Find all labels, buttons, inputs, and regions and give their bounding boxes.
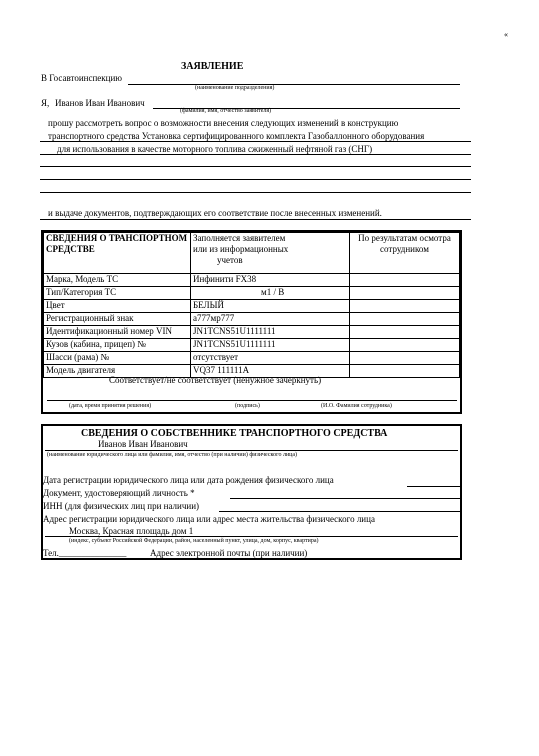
issue-docs-text: и выдаче документов, подтверждающих его соответствие после внесенных изменений.: [48, 208, 382, 218]
row-value: JN1TCNS51U1111111: [191, 326, 350, 339]
inn-label: ИНН (для физических лиц при наличии): [43, 501, 200, 511]
row-inspection: [350, 313, 460, 326]
applicant-caption: (фамилия, имя, отчество заявителя): [180, 108, 272, 114]
corner-mark: «: [504, 30, 508, 39]
request-line-2: транспортного средства Установка сертифицированного комплекта Газобаллонного оборудования: [48, 131, 425, 141]
table-row: [44, 300, 460, 313]
row-inspection: [350, 352, 460, 365]
owner-name-line: [45, 450, 458, 451]
to-prefix: В Госавтоинспекцию: [41, 73, 122, 83]
owner-name: Иванов Иван Иванович: [98, 439, 188, 449]
address-value: Москва, Красная площадь дом 1: [69, 526, 194, 536]
request-line-1: прошу рассмотреть вопрос о возможности внесения следующих изменений в конструкцию: [48, 118, 399, 128]
header-col2-line3: учетов: [217, 255, 243, 265]
table-header-row: [44, 233, 460, 274]
owner-info-section: [41, 424, 462, 560]
reg-date-field: [407, 486, 461, 487]
reg-date-label: Дата регистрации юридического лица или дата рождения физического лица: [43, 475, 334, 485]
row-label: Тип/Категория ТС: [44, 287, 191, 300]
to-line: [128, 84, 460, 85]
table-row: [44, 326, 460, 339]
rule-5: [40, 192, 471, 193]
header-col1-line1: СВЕДЕНИЯ О ТРАНСПОРТНОМ: [46, 233, 188, 243]
row-inspection: [350, 339, 460, 352]
page-title: ЗАЯВЛЕНИЕ: [181, 61, 244, 72]
table-row: [44, 274, 460, 287]
signature-line: [47, 400, 457, 401]
row-value: м1 / В: [191, 287, 350, 300]
table-row: [44, 339, 460, 352]
row-label: Марка, Модель ТС: [44, 274, 191, 287]
row-value: Инфинити FX38: [191, 274, 350, 287]
rule-1: [40, 141, 471, 142]
owner-section-title: СВЕДЕНИЯ О СОБСТВЕННИКЕ ТРАНСПОРТНОГО СРЕДСТВА: [81, 428, 388, 439]
address-caption: (индекс, субъект Российской Федерации, район, населенный пункт, улица, дом, корпус, квартира): [69, 538, 319, 544]
header-col2-line2: или из информационных: [193, 244, 289, 254]
address-line: [45, 536, 458, 537]
rule-4: [40, 179, 471, 180]
address-label: Адрес регистрации юридического лица или адрес места жительства физического лица: [43, 514, 375, 524]
phone-label: Тел._______________: [43, 548, 127, 558]
row-label: Цвет: [44, 300, 191, 313]
row-inspection: [350, 326, 460, 339]
row-label: Шасси (рама) №: [44, 352, 191, 365]
applicant-name: Иванов Иван Иванович: [55, 98, 145, 108]
rule-6: [40, 219, 471, 220]
to-caption: (наименование подразделения): [195, 85, 275, 91]
applicant-prefix: Я,: [41, 98, 50, 108]
sign-caption-signature: (подпись): [235, 403, 260, 409]
row-label: Кузов (кабина, прицеп) №: [44, 339, 191, 352]
email-label: Адрес электронной почты (при наличии): [150, 548, 308, 558]
request-line-3: для использования в качестве моторного топлива сжиженный нефтяной газ (СНГ): [57, 144, 373, 154]
table-row: [44, 287, 460, 300]
table-row: [44, 313, 460, 326]
row-value: а777мр777: [191, 313, 350, 326]
owner-caption: (наименование юридического лица или фамилия, имя, отчество (при наличии) физического лица): [47, 452, 298, 458]
inn-field: [219, 511, 461, 512]
conformity-text: Соответствует/не соответствует (ненужное зачеркнуть): [109, 375, 322, 385]
row-value: отсутствует: [191, 352, 350, 365]
row-value: JN1TCNS51U1111111: [191, 339, 350, 352]
vehicle-info-table: [41, 230, 462, 414]
row-value: VQ37 111111А: [191, 365, 350, 378]
sign-caption-officer: (И.О. Фамилия сотрудника): [321, 403, 392, 409]
row-inspection: [350, 274, 460, 287]
header-col1-line2: СРЕДСТВЕ: [46, 244, 95, 254]
header-applicant-fill: [191, 233, 350, 274]
id-doc-label: Документ, удостоверяющий личность *: [43, 488, 195, 498]
rule-3: [40, 166, 471, 167]
rule-2: [40, 154, 471, 155]
row-label: Модель двигателя: [44, 365, 191, 378]
row-value: БЕЛЫЙ: [191, 300, 350, 313]
row-inspection: [350, 365, 460, 378]
header-col2-line1: Заполняется заявителем: [193, 233, 286, 243]
table-row: [44, 352, 460, 365]
header-col3-line2: сотрудником: [380, 244, 429, 254]
row-label: Идентификационный номер VIN: [44, 326, 191, 339]
row-inspection: [350, 300, 460, 313]
header-col3-line1: По результатам осмотра: [358, 233, 451, 243]
row-label: Регистрационный знак: [44, 313, 191, 326]
id-doc-field: [230, 498, 461, 499]
header-vehicle-info: [44, 233, 191, 274]
header-inspection-result: [350, 233, 460, 274]
sign-caption-date: (дата, время принятия решения): [69, 403, 152, 409]
email-field: [315, 558, 427, 559]
row-inspection: [350, 287, 460, 300]
